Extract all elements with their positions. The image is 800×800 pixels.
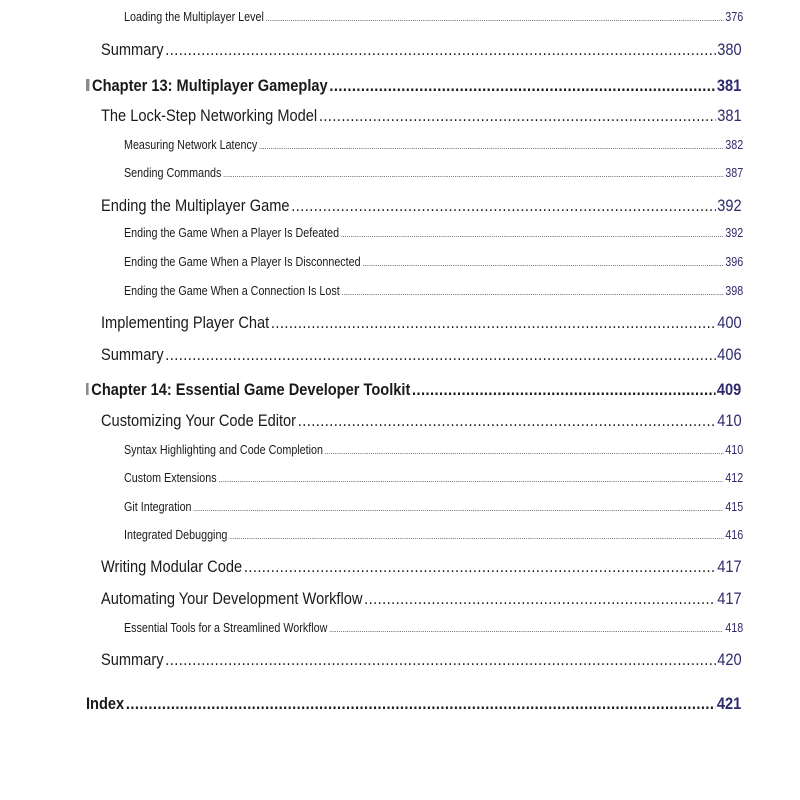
toc-entry[interactable]: [101, 411, 742, 431]
dot-leader: [364, 589, 715, 609]
dot-leader: [341, 230, 724, 239]
toc-entry-page: 376: [725, 10, 744, 24]
toc-entry-title: Syntax Highlighting and Code Completion: [124, 443, 323, 457]
toc-entry-page: 382: [725, 138, 744, 152]
toc-entry-title: Essential Tools for a Streamlined Workflow: [124, 621, 328, 635]
dot-leader: [244, 557, 716, 577]
toc-entry-page: 417: [717, 589, 742, 608]
toc-entry[interactable]: [124, 471, 743, 485]
toc-entry[interactable]: [124, 10, 743, 24]
dot-leader: [325, 447, 724, 456]
dot-leader: [291, 196, 715, 216]
toc-entry-title: Implementing Player Chat: [101, 313, 270, 332]
dot-leader: [329, 625, 723, 634]
toc-entry[interactable]: [124, 166, 743, 180]
toc-entry[interactable]: [101, 589, 742, 609]
toc-entry-title: The Lock-Step Networking Model: [101, 106, 318, 125]
toc-entry-title: Ending the Multiplayer Game: [101, 196, 290, 215]
dot-leader: [319, 106, 716, 126]
toc-entry-page: 400: [717, 313, 742, 332]
toc-entry[interactable]: [101, 106, 742, 126]
dot-leader: [412, 380, 715, 400]
toc-entry[interactable]: [101, 345, 742, 365]
toc-entry[interactable]: [124, 528, 743, 542]
toc-entry-page: 410: [725, 443, 744, 457]
dot-leader: [298, 411, 716, 431]
toc-chapter[interactable]: [86, 76, 741, 96]
dot-leader: [165, 40, 715, 60]
dot-leader: [271, 313, 716, 333]
toc-entry[interactable]: [101, 557, 742, 577]
toc-entry-page: 406: [717, 345, 742, 364]
toc-entry-page: 398: [725, 284, 744, 298]
toc-entry-title: Custom Extensions: [124, 471, 217, 485]
toc-entry[interactable]: [124, 500, 743, 514]
toc-entry-page: 416: [725, 528, 744, 542]
square-bullet-icon: [86, 383, 89, 395]
toc-entry-page: 412: [725, 471, 744, 485]
toc-entry-page: 396: [725, 255, 744, 269]
toc-entry-title: Loading the Multiplayer Level: [124, 10, 264, 24]
toc-entry-page: 392: [717, 196, 742, 215]
dot-leader: [229, 532, 723, 541]
toc-entry-title: Ending the Game When a Player Is Disconnected: [124, 255, 361, 269]
toc-chapter-title: Chapter 14: Essential Game Developer Toolkit: [91, 380, 411, 399]
toc-index-page: 421: [716, 694, 742, 713]
toc-entry-title: Automating Your Development Workflow: [101, 589, 363, 608]
dot-leader: [165, 345, 715, 365]
dot-leader: [193, 504, 723, 513]
dot-leader: [126, 694, 715, 714]
dot-leader: [223, 170, 723, 179]
dot-leader: [218, 475, 723, 484]
toc-entry-page: 387: [725, 166, 744, 180]
toc-entry-title: Git Integration: [124, 500, 192, 514]
toc-entry-title: Summary: [101, 345, 164, 364]
toc-entry[interactable]: [124, 255, 743, 269]
toc-entry[interactable]: [124, 226, 743, 240]
toc-entry-title: Customizing Your Code Editor: [101, 411, 297, 430]
toc-entry[interactable]: [124, 443, 743, 457]
dot-leader: [266, 14, 724, 23]
toc-chapter[interactable]: [86, 380, 741, 400]
toc-entry-title: Sending Commands: [124, 166, 222, 180]
toc-entry-page: 381: [717, 106, 742, 125]
toc-entry-title: Summary: [101, 40, 164, 59]
square-bullet-icon: [86, 79, 89, 91]
toc-index-title: Index: [86, 694, 125, 713]
toc-entry[interactable]: [101, 196, 742, 216]
dot-leader: [341, 288, 723, 297]
toc-entry-page: 415: [725, 500, 744, 514]
dot-leader: [259, 142, 724, 151]
toc-entry-page: 392: [725, 226, 744, 240]
toc-entry-page: 410: [717, 411, 742, 430]
toc-entry[interactable]: [101, 40, 742, 60]
toc-chapter-page: 409: [716, 380, 742, 399]
toc-entry-page: 420: [717, 650, 742, 669]
toc-entry-page: 417: [717, 557, 742, 576]
toc-chapter-page: 381: [716, 76, 742, 95]
toc-entry-title: Measuring Network Latency: [124, 138, 258, 152]
toc-entry-title: Integrated Debugging: [124, 528, 228, 542]
toc-entry-page: 418: [725, 621, 744, 635]
dot-leader: [165, 650, 715, 670]
toc-chapter-title: Chapter 13: Multiplayer Gameplay: [92, 76, 328, 95]
toc-entry[interactable]: [124, 138, 743, 152]
toc-entry-page: 380: [717, 40, 742, 59]
toc-entry-title: Ending the Game When a Player Is Defeated: [124, 226, 340, 240]
toc-entry-title: Writing Modular Code: [101, 557, 243, 576]
dot-leader: [362, 259, 723, 268]
toc-entry[interactable]: [124, 621, 743, 635]
toc-entry[interactable]: [101, 313, 742, 333]
toc-entry-title: Summary: [101, 650, 164, 669]
toc-entry[interactable]: [124, 284, 743, 298]
dot-leader: [329, 76, 715, 96]
toc-entry[interactable]: [101, 650, 742, 670]
toc-index[interactable]: [86, 694, 741, 714]
toc-entry-title: Ending the Game When a Connection Is Lost: [124, 284, 340, 298]
